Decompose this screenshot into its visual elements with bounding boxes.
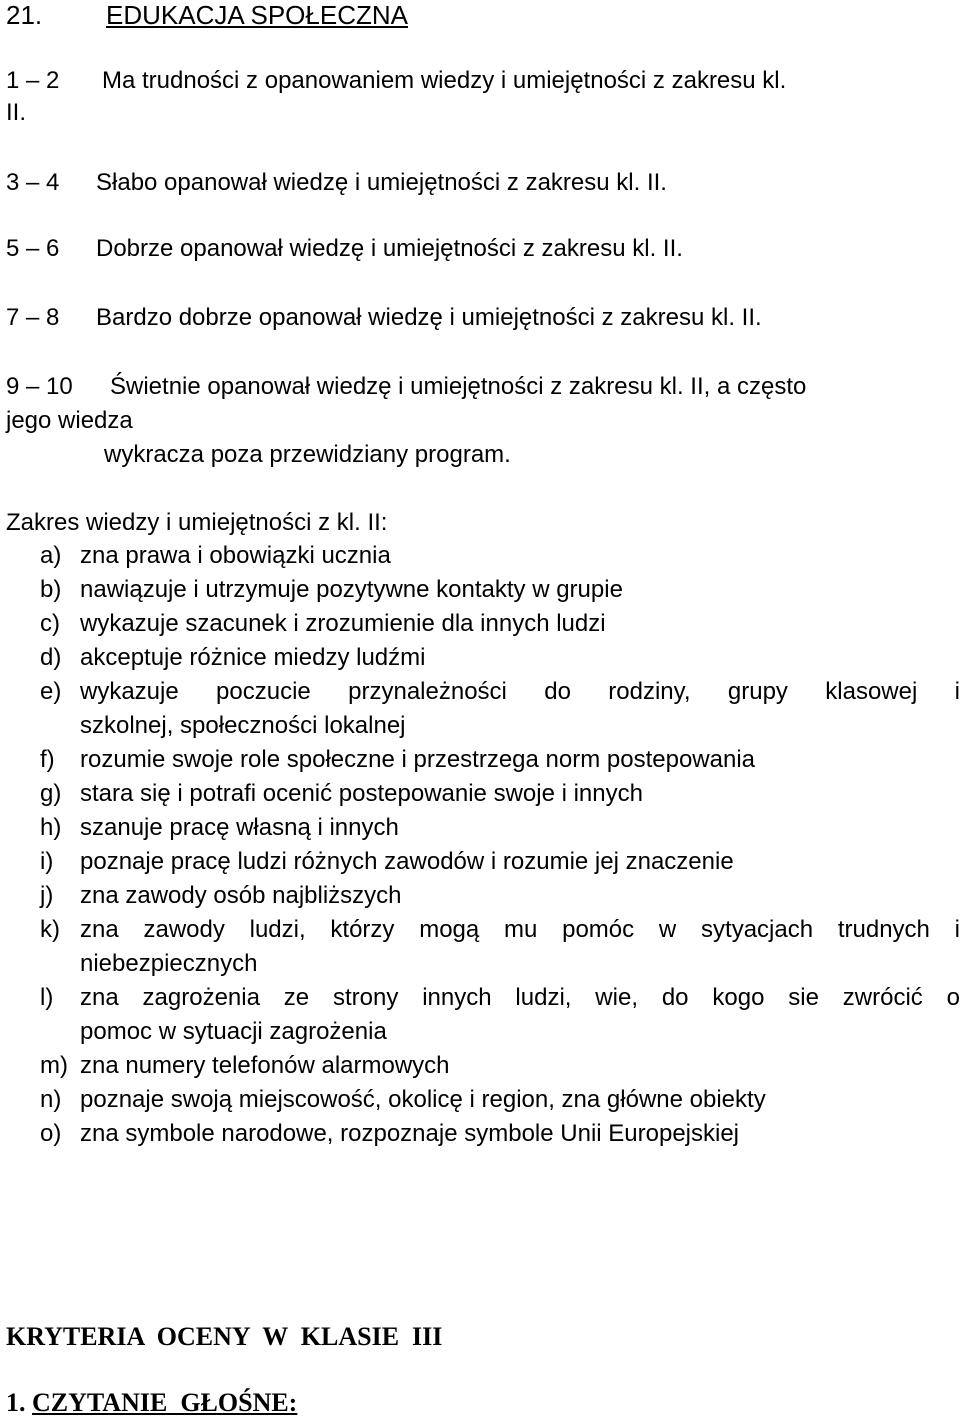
grade-row-1-2: [6, 66, 786, 96]
list-item-label: f): [40, 746, 55, 773]
grade-range: 5 – 6: [6, 235, 60, 262]
list-item: [40, 811, 960, 845]
list-item-text: poznaje pracę ludzi różnych zawodów i rozumie jej znaczenie: [80, 848, 734, 875]
list-item-label: e): [40, 678, 62, 705]
list-item-label: d): [40, 644, 62, 671]
list-item-text: szanuje pracę własną i innych: [80, 814, 399, 841]
list-item: [40, 845, 960, 879]
criteria-heading: KRYTERIA OCENY W KLASIE III: [6, 1322, 443, 1351]
grade-description: Ma trudności z opanowaniem wiedzy i umiejętności z zakresu kl.: [102, 67, 787, 94]
list-item-continuation: niebezpiecznych: [80, 950, 258, 977]
grade-description: Świetnie opanował wiedzę i umiejętności z zakresu kl. II, a często: [110, 373, 807, 400]
list-item: [40, 573, 960, 607]
list-item: [40, 1049, 960, 1083]
list-item-label: b): [40, 576, 62, 603]
grade-range: 9 – 10: [6, 373, 73, 400]
list-item-label: j): [40, 882, 54, 909]
grade-row-3-4: [6, 168, 667, 198]
list-item-text: nawiązuje i utrzymuje pozytywne kontakty w grupie: [80, 576, 623, 603]
subsection-title: CZYTANIE GŁOŚNE:: [32, 1388, 298, 1417]
section-number: 21.: [6, 0, 43, 30]
list-item-continuation: szkolnej, społeczności lokalnej: [80, 712, 406, 739]
list-item-label: l): [40, 984, 54, 1011]
grade-row-continuation: jego wiedza: [6, 407, 133, 434]
subsection-number: 1.: [6, 1388, 26, 1417]
grade-range: 1 – 2: [6, 67, 60, 94]
list-item-label: a): [40, 542, 62, 569]
list-item-label: i): [40, 848, 54, 875]
grade-row-continuation: II.: [6, 99, 27, 126]
section-heading: [6, 0, 408, 30]
list-item-label: m): [40, 1052, 68, 1079]
list-item: [40, 539, 960, 573]
list-item-text: zna zawody osób najbliższych: [80, 882, 402, 909]
list-item-text: zna numery telefonów alarmowych: [80, 1052, 450, 1079]
list-item: [40, 1117, 960, 1151]
grade-row-continuation: wykracza poza przewidziany program.: [104, 441, 511, 468]
grade-description: Dobrze opanował wiedzę i umiejętności z zakresu kl. II.: [96, 235, 683, 262]
list-item-label: c): [40, 610, 60, 637]
list-item: [40, 913, 960, 981]
list-item-continuation: pomoc w sytuacji zagrożenia: [80, 1018, 387, 1045]
grade-range: 3 – 4: [6, 169, 60, 196]
grade-row-9-10: [6, 372, 806, 402]
list-item-label: k): [40, 916, 60, 943]
list-item: [40, 675, 960, 743]
list-item: [40, 641, 960, 675]
list-item-text: zna zagrożenia ze strony innych ludzi, wie, do kogo sie zwrócić o: [80, 984, 960, 1011]
grade-row-5-6: [6, 234, 683, 264]
list-item-text: stara się i potrafi ocenić postepowanie swoje i innych: [80, 780, 643, 807]
list-item-text: zna symbole narodowe, rozpoznaje symbole Unii Europejskiej: [80, 1120, 740, 1147]
list-item-text: poznaje swoją miejscowość, okolicę i region, zna główne obiekty: [80, 1086, 766, 1113]
list-item: [40, 777, 960, 811]
list-item: [40, 607, 960, 641]
list-item-text: akceptuje różnice miedzy ludźmi: [80, 644, 426, 671]
list-item: [40, 981, 960, 1049]
list-item: [40, 1083, 960, 1117]
list-item: [40, 879, 960, 913]
section-title: EDUKACJA SPOŁECZNA: [106, 0, 408, 30]
list-item-label: o): [40, 1120, 62, 1147]
grade-description: Bardzo dobrze opanował wiedzę i umiejętności z zakresu kl. II.: [96, 304, 762, 331]
grade-description: Słabo opanował wiedzę i umiejętności z zakresu kl. II.: [96, 169, 667, 196]
list-item-label: g): [40, 780, 62, 807]
scope-heading: Zakres wiedzy i umiejętności z kl. II:: [6, 509, 388, 536]
list-item-label: n): [40, 1086, 62, 1113]
list-item: [40, 743, 960, 777]
subsection-heading: [6, 1388, 297, 1418]
list-item-text: wykazuje szacunek i zrozumienie dla innych ludzi: [80, 610, 606, 637]
list-item-text: zna zawody ludzi, którzy mogą mu pomóc w sytyacjach trudnych i: [80, 916, 960, 943]
list-item-text: wykazuje poczucie przynależności do rodziny, grupy klasowej i: [80, 678, 960, 705]
list-item-text: zna prawa i obowiązki ucznia: [80, 542, 391, 569]
list-item-text: rozumie swoje role społeczne i przestrzega norm postepowania: [80, 746, 755, 773]
grade-range: 7 – 8: [6, 304, 60, 331]
grade-row-7-8: [6, 303, 762, 333]
list-item-label: h): [40, 814, 62, 841]
